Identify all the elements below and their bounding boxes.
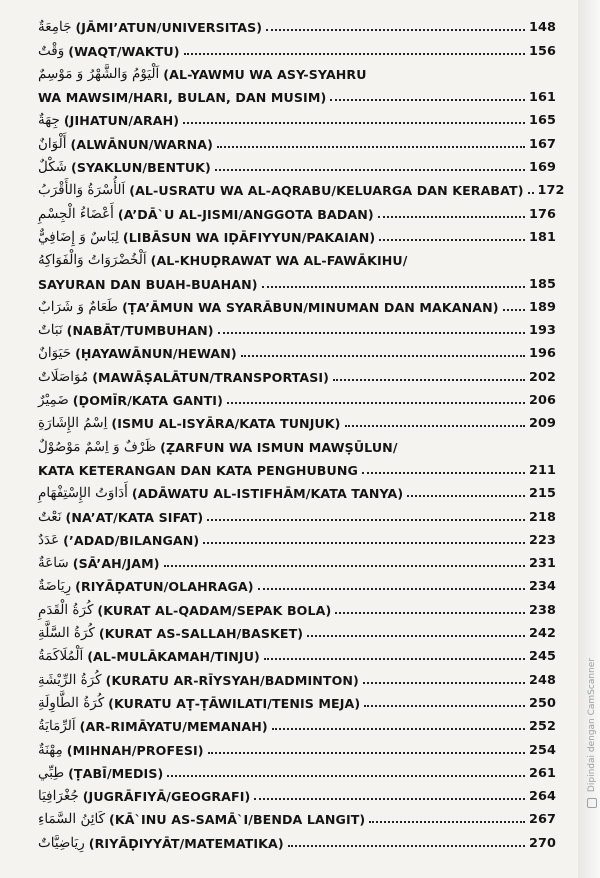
toc-entry-title: (NABĀT/TUMBUHAN) bbox=[66, 323, 214, 339]
toc-entry-title: (KURAT AL-QADAM/SEPAK BOLA) bbox=[97, 602, 332, 618]
toc-entry bbox=[38, 455, 556, 478]
toc-entry-arabic: كَائِنُ السَّمَاءِ bbox=[38, 811, 106, 828]
toc-entry bbox=[38, 641, 556, 664]
toc-dot-leader bbox=[307, 635, 525, 637]
toc-entry bbox=[38, 292, 556, 315]
toc-entry-arabic: وَقْتٌ bbox=[38, 42, 65, 59]
toc-entry bbox=[38, 268, 556, 291]
toc-dot-leader bbox=[207, 519, 525, 521]
toc-entry-title: (KURAT AS-SALLAH/BASKET) bbox=[98, 626, 304, 642]
toc-entry bbox=[38, 35, 556, 58]
toc-entry-page: 172 bbox=[537, 183, 565, 199]
toc-entry-arabic: كُرَةُ الْقَدَمِ bbox=[38, 601, 94, 618]
toc-entry-title: (’ADAD/BILANGAN) bbox=[63, 532, 200, 548]
toc-entry bbox=[38, 222, 556, 245]
toc-dot-leader bbox=[345, 425, 525, 427]
toc-entry-arabic: كُرَةُ الطَّاوِلَةِ bbox=[38, 694, 105, 711]
toc-entry-title: (ẒARFUN WA ISMUN MAWṢŪLUN/ bbox=[160, 439, 398, 455]
toc-entry bbox=[38, 12, 556, 35]
toc-entry bbox=[38, 525, 556, 548]
toc-entry-title: (KURATU AṬ-ṬĀWILATI/TENIS MEJA) bbox=[108, 695, 361, 711]
toc-dot-leader bbox=[217, 146, 525, 148]
toc-entry-page: 238 bbox=[528, 602, 556, 618]
toc-dot-leader bbox=[227, 402, 525, 404]
toc-entry-page: 148 bbox=[528, 20, 556, 36]
toc-dot-leader bbox=[167, 775, 525, 777]
toc-entry-page: 231 bbox=[528, 556, 556, 572]
toc-entry-page: 206 bbox=[528, 393, 556, 409]
toc-entry-arabic: جَامِعَةٌ bbox=[38, 19, 72, 36]
toc-entry-arabic: اَلأُسْرَةُ وَالأَقْرَبُ bbox=[38, 182, 126, 199]
toc-entry-arabic: مُوَاصَلَاتٌ bbox=[38, 368, 89, 385]
toc-entry-title: (WAQT/WAKTU) bbox=[68, 43, 180, 59]
toc-entry-page: 202 bbox=[528, 369, 556, 385]
toc-entry-page: 209 bbox=[528, 416, 556, 432]
toc-entry-arabic: كُرَةُ الرِّيْشَةِ bbox=[38, 671, 102, 688]
toc-dot-leader bbox=[407, 495, 525, 497]
toc-entry-title: SAYURAN DAN BUAH-BUAHAN) bbox=[38, 276, 258, 292]
toc-entry-page: 264 bbox=[528, 789, 556, 805]
toc-entry-arabic: اِسْمُ الإِشَارَةِ bbox=[38, 415, 108, 432]
toc-entry-title: (ADĀWATU AL-ISTIFHĀM/KATA TANYA) bbox=[131, 486, 404, 502]
toc-entry-title: (ALWĀNUN/WARNA) bbox=[70, 136, 213, 152]
toc-entry bbox=[38, 618, 556, 641]
toc-dot-leader bbox=[241, 355, 525, 357]
toc-entry bbox=[38, 688, 556, 711]
toc-entry-title: (ISMU AL-ISYĀRA/KATA TUNJUK) bbox=[111, 416, 341, 432]
toc-entry-arabic: اَلْخُضْرَوَاتُ وَالْفَوَاكِهُ bbox=[38, 252, 147, 269]
toc-entry-title: WA MAWSIM/HARI, BULAN, DAN MUSIM) bbox=[38, 90, 327, 106]
toc-entry-arabic: سَاعَةٌ bbox=[38, 555, 69, 572]
toc-dot-leader bbox=[208, 752, 525, 754]
toc-entry-title: (AL-KHUḌRAWAT WA AL-FAWĀKIHU/ bbox=[150, 253, 408, 269]
toc-dot-leader bbox=[288, 845, 525, 847]
toc-entry-arabic: مِهْنَةٌ bbox=[38, 741, 63, 758]
toc-entry-arabic: ظَرْفٌ وَ اِسْمٌ مَوْصُوْلٌ bbox=[38, 438, 157, 455]
toc-dot-leader bbox=[330, 99, 525, 101]
toc-entry-page: 267 bbox=[528, 812, 556, 828]
toc-entry-arabic: طِبِّي bbox=[38, 764, 65, 781]
toc-entry-title: (SYAKLUN/BENTUK) bbox=[71, 160, 211, 176]
toc-entry bbox=[38, 175, 565, 199]
toc-entry bbox=[38, 478, 556, 501]
toc-dot-leader bbox=[258, 588, 525, 590]
toc-entry-page: 185 bbox=[528, 276, 556, 292]
toc-entry-title: (JĀMI’ATUN/UNIVERSITAS) bbox=[75, 20, 263, 36]
toc-dot-leader bbox=[378, 216, 525, 218]
toc-entry bbox=[38, 804, 556, 827]
toc-entry-arabic: رِيَاضِيَّاتٌ bbox=[38, 834, 85, 851]
toc-entry-page: 245 bbox=[528, 649, 556, 665]
toc-entry bbox=[38, 781, 556, 804]
scanner-watermark-text: Dipindai dengan CamScanner bbox=[587, 658, 597, 793]
toc-entry bbox=[38, 152, 556, 175]
toc-entry-page: 234 bbox=[528, 579, 556, 595]
toc-entry bbox=[38, 82, 556, 105]
toc-entry-page: 176 bbox=[528, 206, 556, 222]
scanner-watermark bbox=[587, 658, 597, 808]
toc-entry bbox=[38, 501, 556, 524]
toc-entry bbox=[38, 59, 556, 82]
toc-entry-page: 270 bbox=[528, 835, 556, 851]
toc-entry bbox=[38, 361, 556, 384]
toc-entry-arabic: شَكْلٌ bbox=[38, 159, 67, 176]
toc-entry-title: (JIHATUN/ARAH) bbox=[63, 113, 180, 129]
table-of-contents bbox=[38, 12, 565, 851]
toc-entry-title: (NA’AT/KATA SIFAT) bbox=[65, 509, 204, 525]
toc-entry-arabic: طَعَامٌ وَ شَرَابٌ bbox=[38, 298, 119, 315]
toc-entry-page: 161 bbox=[528, 90, 556, 106]
toc-entry-arabic: حَيَوَانٌ bbox=[38, 345, 72, 362]
toc-entry bbox=[38, 105, 556, 128]
toc-entry-title: (KĀ`INU AS-SAMĀ`I/BENDA LANGIT) bbox=[109, 812, 366, 828]
toc-entry-title: (JUGRĀFIYĀ/GEOGRAFI) bbox=[82, 789, 251, 805]
toc-entry-arabic: جُغْرَافِيَا bbox=[38, 788, 79, 805]
toc-entry-title: (A’DĀ`U AL-JISMI/ANGGOTA BADAN) bbox=[117, 206, 374, 222]
toc-entry-arabic: كُرَةُ السَّلَّةِ bbox=[38, 625, 95, 642]
toc-dot-leader bbox=[164, 565, 525, 567]
toc-entry-title: (RIYĀḌATUN/OLAHRAGA) bbox=[75, 579, 254, 595]
toc-dot-leader bbox=[254, 798, 525, 800]
toc-dot-leader bbox=[335, 612, 525, 614]
toc-entry-title: KATA KETERANGAN DAN KATA PENGHUBUNG bbox=[38, 462, 358, 478]
toc-entry-page: 261 bbox=[528, 765, 556, 781]
toc-entry-page: 169 bbox=[528, 160, 556, 176]
toc-entry-title: (KURATU AR-RĪYSYAH/BADMINTON) bbox=[105, 672, 359, 688]
toc-entry-title: (AL-USRATU WA AL-AQRABU/KELUARGA DAN KERABAT) bbox=[129, 183, 524, 199]
toc-entry-page: 181 bbox=[528, 229, 556, 245]
toc-dot-leader bbox=[264, 658, 525, 660]
toc-entry-page: 196 bbox=[528, 346, 556, 362]
toc-entry-title: (AL-MULĀKAMAH/TINJU) bbox=[87, 649, 260, 665]
toc-entry-arabic: لِبَاسٌ وَ إِضَافِيٌّ bbox=[38, 228, 119, 245]
toc-entry bbox=[38, 431, 556, 454]
toc-entry bbox=[38, 594, 556, 617]
toc-dot-leader bbox=[218, 332, 525, 334]
toc-entry-page: 250 bbox=[528, 695, 556, 711]
toc-dot-leader bbox=[362, 472, 525, 474]
toc-entry-arabic: نَبَاتٌ bbox=[38, 322, 63, 339]
toc-entry-arabic: أَعْضَاءُ الْجِسْمِ bbox=[38, 205, 114, 222]
toc-dot-leader bbox=[528, 192, 534, 194]
toc-dot-leader bbox=[369, 821, 525, 823]
toc-entry-title: (ṬA’ĀMUN WA SYARĀBUN/MINUMAN DAN MAKANAN) bbox=[122, 299, 499, 315]
toc-entry-title: (ḤAYAWĀNUN/HEWAN) bbox=[75, 346, 237, 362]
toc-entry-arabic: أَلْوَانٌ bbox=[38, 135, 67, 152]
toc-dot-leader bbox=[272, 728, 525, 730]
toc-entry-title: (SĀ’AH/JAM) bbox=[72, 556, 160, 572]
toc-entry-arabic: اَلْمُلَاكَمَةُ bbox=[38, 648, 84, 665]
toc-entry-title: (MAWĀṢALĀTUN/TRANSPORTASI) bbox=[92, 369, 330, 385]
toc-entry-arabic: عَدَدٌ bbox=[38, 531, 60, 548]
toc-dot-leader bbox=[503, 309, 525, 311]
toc-entry-page: 218 bbox=[528, 509, 556, 525]
toc-entry-arabic: جِهَةٌ bbox=[38, 112, 60, 129]
toc-entry bbox=[38, 128, 556, 151]
toc-dot-leader bbox=[379, 239, 525, 241]
toc-entry bbox=[38, 711, 556, 734]
toc-entry bbox=[38, 315, 556, 338]
toc-entry-page: 242 bbox=[528, 626, 556, 642]
toc-entry bbox=[38, 571, 556, 594]
toc-dot-leader bbox=[363, 682, 525, 684]
toc-dot-leader bbox=[333, 379, 525, 381]
toc-entry-title: (RIYĀḌIYYĀT/MATEMATIKA) bbox=[88, 835, 284, 851]
toc-entry-page: 223 bbox=[528, 532, 556, 548]
toc-entry-page: 254 bbox=[528, 742, 556, 758]
toc-entry bbox=[38, 385, 556, 408]
toc-entry-title: (ḌOMĪR/KATA GANTI) bbox=[72, 393, 223, 409]
toc-dot-leader bbox=[364, 705, 525, 707]
toc-entry-title: (AL-YAWMU WA ASY-SYAHRU bbox=[163, 66, 367, 82]
toc-entry bbox=[38, 734, 556, 757]
toc-dot-leader bbox=[183, 122, 525, 124]
toc-entry-arabic: رِيَاضَةٌ bbox=[38, 578, 72, 595]
toc-entry-page: 193 bbox=[528, 323, 556, 339]
camscanner-icon bbox=[587, 798, 597, 808]
toc-entry-arabic: ضَمِيْرٌ bbox=[38, 392, 69, 409]
toc-entry-title: (ṬABĪ/MEDIS) bbox=[68, 765, 164, 781]
toc-entry bbox=[38, 408, 556, 431]
toc-dot-leader bbox=[215, 169, 525, 171]
toc-entry bbox=[38, 758, 556, 781]
toc-entry-title: (MIHNAH/PROFESI) bbox=[66, 742, 204, 758]
toc-entry-page: 167 bbox=[528, 136, 556, 152]
toc-entry bbox=[38, 827, 556, 850]
toc-dot-leader bbox=[203, 542, 525, 544]
toc-entry-arabic: أَدَاوَتُ الإِسْتِفْهَامِ bbox=[38, 485, 128, 502]
toc-dot-leader bbox=[184, 53, 525, 55]
toc-entry-page: 156 bbox=[528, 43, 556, 59]
toc-entry bbox=[38, 245, 556, 268]
toc-entry bbox=[38, 664, 556, 687]
toc-entry-page: 211 bbox=[528, 462, 556, 478]
toc-entry bbox=[38, 548, 556, 571]
toc-entry bbox=[38, 338, 556, 361]
toc-entry-page: 165 bbox=[528, 113, 556, 129]
toc-entry bbox=[38, 198, 556, 221]
toc-entry-page: 248 bbox=[528, 672, 556, 688]
toc-dot-leader bbox=[262, 286, 525, 288]
toc-entry-title: (LIBĀSUN WA IḌĀFIYYUN/PAKAIAN) bbox=[122, 229, 376, 245]
toc-entry-arabic: نَعْتٌ bbox=[38, 508, 62, 525]
toc-entry-page: 189 bbox=[528, 299, 556, 315]
toc-entry-arabic: اَلرِّمَايَةُ bbox=[38, 718, 76, 735]
toc-entry-page: 215 bbox=[528, 486, 556, 502]
toc-entry-title: (AR-RIMĀYATU/MEMANAH) bbox=[79, 719, 268, 735]
toc-entry-page: 252 bbox=[528, 719, 556, 735]
toc-dot-leader bbox=[266, 29, 525, 31]
toc-entry-arabic: اَلْيَوْمُ وَالشَّهْرُ وَ مَوْسِمٌ bbox=[38, 65, 160, 82]
